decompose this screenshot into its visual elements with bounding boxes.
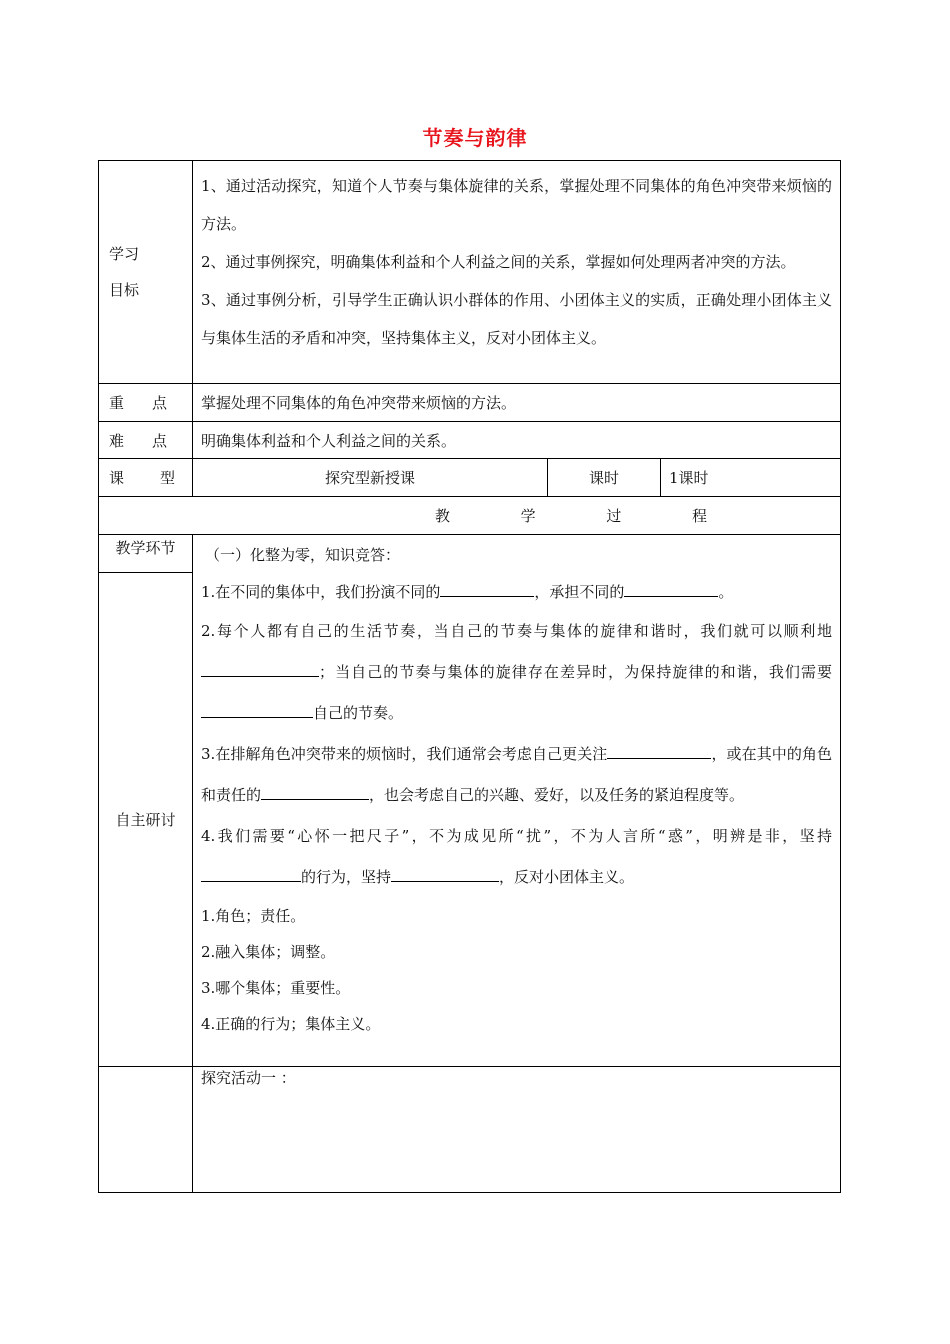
period-label: 课时	[548, 459, 661, 497]
difficulty-label-cell	[99, 422, 193, 459]
question-text: 1.在不同的集体中，我们扮演不同的	[201, 583, 441, 601]
lesson-type-label-b: 型	[159, 469, 175, 487]
answer-blank[interactable]	[607, 742, 711, 759]
objective-item: 3、通过事例分析，引导学生正确认识小群体的作用、小团体主义的实质，正确处理小团体主义与集体生活的矛盾和冲突，坚持集体主义，反对小团体主义。	[201, 291, 833, 347]
activity-content-cell	[193, 1067, 841, 1193]
activity-label-cell	[99, 1067, 193, 1193]
answer-blank[interactable]	[624, 580, 718, 597]
answer-line: 2.融入集体；调整。	[201, 943, 336, 961]
answer-blank[interactable]	[440, 580, 534, 597]
page-title: 节奏与韵律	[422, 126, 528, 150]
process-header-char: 教	[435, 507, 451, 525]
objective-item: 2、通过事例探究，明确集体利益和个人利益之间的关系，掌握如何处理两者冲突的方法。	[201, 253, 796, 271]
key-point-row	[99, 384, 841, 422]
question-text: 。	[718, 583, 734, 601]
process-header-char: 学	[520, 507, 536, 525]
difficulty-label-a: 难	[109, 431, 125, 450]
question-text: ，反对小团体主义。	[499, 868, 635, 886]
answer-blank[interactable]	[201, 865, 301, 882]
answer-blank[interactable]	[261, 783, 369, 800]
question-text: 自己的节奏。	[313, 704, 404, 722]
objective-item: 1、通过活动探究，知道个人节奏与集体旋律的关系，掌握处理不同集体的角色冲突带来烦恼的方法。	[201, 177, 833, 233]
answer-line: 4.正确的行为；集体主义。	[201, 1015, 381, 1033]
key-point-label-a: 重	[109, 394, 125, 412]
process-header-row	[99, 497, 841, 535]
key-point-label-b: 点	[151, 394, 167, 412]
key-point-label-cell	[99, 384, 193, 422]
lesson-plan-table	[98, 160, 841, 1193]
question-text: 3.在排解角色冲突带来的烦恼时，我们通常会考虑自己更关注	[201, 745, 608, 763]
question-text: ，承担不同的	[534, 583, 625, 601]
objectives-label-line2: 目标	[109, 281, 140, 299]
lesson-type-label-a: 课	[109, 469, 125, 487]
objectives-label-line1: 学习	[109, 245, 140, 263]
difficulty-row	[99, 422, 841, 459]
process-header-char: 过	[606, 507, 622, 525]
question-text: 2.每个人都有自己的生活节奏，当自己的节奏与集体的旋律和谐时，我们就可以顺利地	[201, 622, 833, 640]
question-text: ，或在其中的角色和责任的	[201, 745, 833, 804]
stage-label: 教学环节	[99, 535, 192, 573]
self-study-content-cell	[193, 535, 841, 1067]
lesson-type-label-cell	[99, 459, 193, 497]
question-text: ；当自己的节奏与集体的旋律存在差异时，为保持旋律的和谐，我们需要	[319, 663, 833, 681]
objectives-row	[99, 161, 841, 384]
lesson-type-row	[99, 459, 841, 497]
period-value: 1课时	[661, 459, 841, 497]
activity-title: 探究活动一 ：	[201, 1069, 296, 1087]
answer-blank[interactable]	[201, 660, 319, 677]
quiz-question-2	[201, 611, 832, 734]
objectives-label-cell	[99, 161, 193, 384]
quiz-question-4	[201, 816, 832, 898]
answer-blank[interactable]	[201, 701, 313, 718]
question-text: 4.我们需要“心怀一把尺子”，不为成见所“扰”，不为人言所“惑”，明辨是非，坚持	[201, 827, 833, 845]
difficulty-label-b: 点	[151, 431, 167, 450]
difficulty-text: 明确集体利益和个人利益之间的关系。	[193, 422, 841, 459]
quiz-question-3	[201, 734, 832, 816]
key-point-text: 掌握处理不同集体的角色冲突带来烦恼的方法。	[193, 384, 841, 422]
self-study-label-cell	[99, 535, 193, 1067]
answer-line: 3.哪个集体；重要性。	[201, 979, 351, 997]
answer-line: 1.角色；责任。	[201, 907, 306, 925]
self-study-label: 自主研讨	[115, 811, 176, 829]
question-text: ，也会考虑自己的兴趣、爱好，以及任务的紧迫程度等。	[369, 786, 745, 804]
activity-row	[99, 1067, 841, 1193]
process-header-cell	[99, 497, 841, 535]
answer-blank[interactable]	[391, 865, 499, 882]
quiz-question-1	[201, 573, 832, 611]
question-text: 的行为，坚持	[301, 868, 392, 886]
lesson-type-value: 探究型新授课	[193, 459, 548, 497]
objectives-content-cell	[193, 161, 841, 384]
quiz-heading: （一）化整为零，知识竞答：	[205, 546, 401, 564]
process-header-char: 程	[691, 507, 707, 525]
self-study-row	[99, 535, 841, 1067]
